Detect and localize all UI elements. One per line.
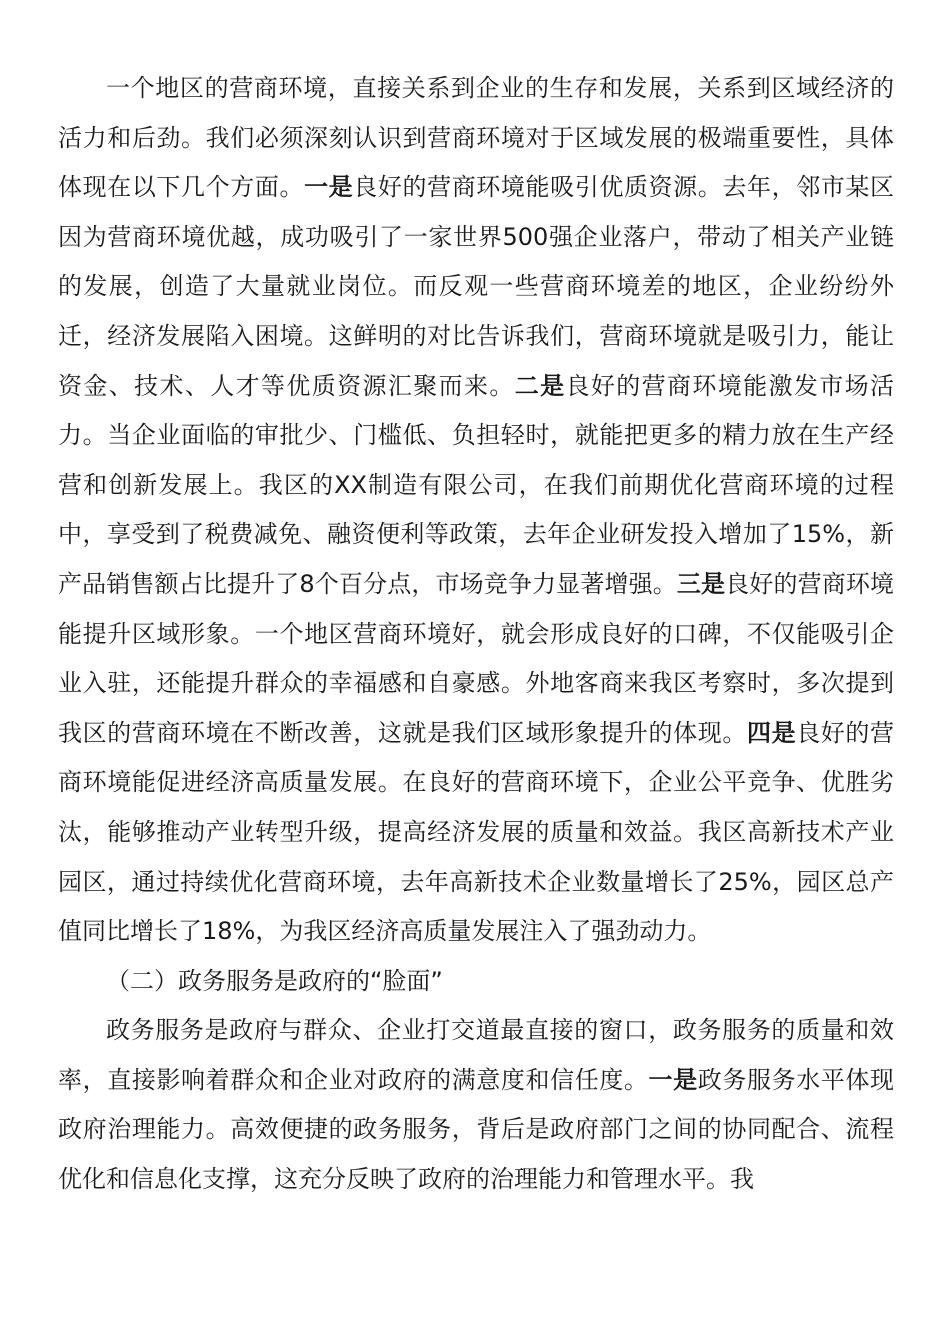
document-page [58, 64, 894, 1205]
paragraph-text: 政务服务水平体现政府治理能力。高效便捷的政务服务，背后是政府部门之间的协同配合、流程优化和信息化支撑，这充分反映了政府的治理能力和管理水平。我 [58, 1065, 895, 1194]
body-paragraph [58, 64, 894, 957]
point-marker-three: 三是 [676, 569, 726, 598]
paragraph-text: 良好的营商环境能提升区域形象。一个地区营商环境好，就会形成良好的口碑，不仅能吸引企业入驻，还能提升群众的幸福感和自豪感。外地客商来我区考察时，多次提到我区的营商环境在不断改善，这就是我们区域形象提升的体现。 [58, 569, 895, 747]
paragraph-text: 良好的营商环境能促进经济高质量发展。在良好的营商环境下，企业公平竞争、优胜劣汰，能够推动产业转型升级，提高经济发展的质量和效益。我区高新技术产业园区，通过持续优化营商环境，去年高新技术企业数量增长了25%，园区总产值同比增长了18%，为我区经济高质量发展注入了强劲动力。 [58, 718, 895, 946]
section-heading: （二）政务服务是政府的“脸面” [106, 966, 443, 995]
paragraph-text: 一个地区的营商环境，直接关系到企业的生存和发展，关系到区域经济的活力和后劲。我们必须深刻认识到营商环境对于区域发展的极端重要性，具体体现在以下几个方面。 [58, 74, 894, 202]
point-marker-two: 二是 [514, 371, 566, 400]
point-marker-four: 四是 [746, 718, 797, 747]
body-paragraph [58, 1006, 894, 1204]
paragraph-text: 良好的营商环境能吸引优质资源。去年，邻市某区因为营商环境优越，成功吸引了一家世界500强企业落户，带动了相关产业链的发展，创造了大量就业岗位。而反观一些营商环境差的地区，企业纷纷外迁，经济发展陷入困境。这鲜明的对比告诉我们，营商环境就是吸引力，能让资金、技术、人才等优质资源汇聚而来。 [58, 173, 895, 400]
point-marker-one: 一是 [304, 173, 354, 202]
paragraph-text: 良好的营商环境能激发市场活力。当企业面临的审批少、门槛低、负担轻时，就能把更多的精力放在生产经营和创新发展上。我区的XX制造有限公司，在我们前期优化营商环境的过程中，享受到了税费减免、融资便利等政策，去年企业研发投入增加了15%，新产品销售额占比提升了8个百分点，市场竞争力显著增强。 [58, 371, 894, 598]
point-marker-one: 一是 [648, 1065, 698, 1094]
paragraph-text: 政务服务是政府与群众、企业打交道最直接的窗口，政务服务的质量和效率，直接影响着群众和企业对政府的满意度和信任度。 [58, 1016, 894, 1094]
